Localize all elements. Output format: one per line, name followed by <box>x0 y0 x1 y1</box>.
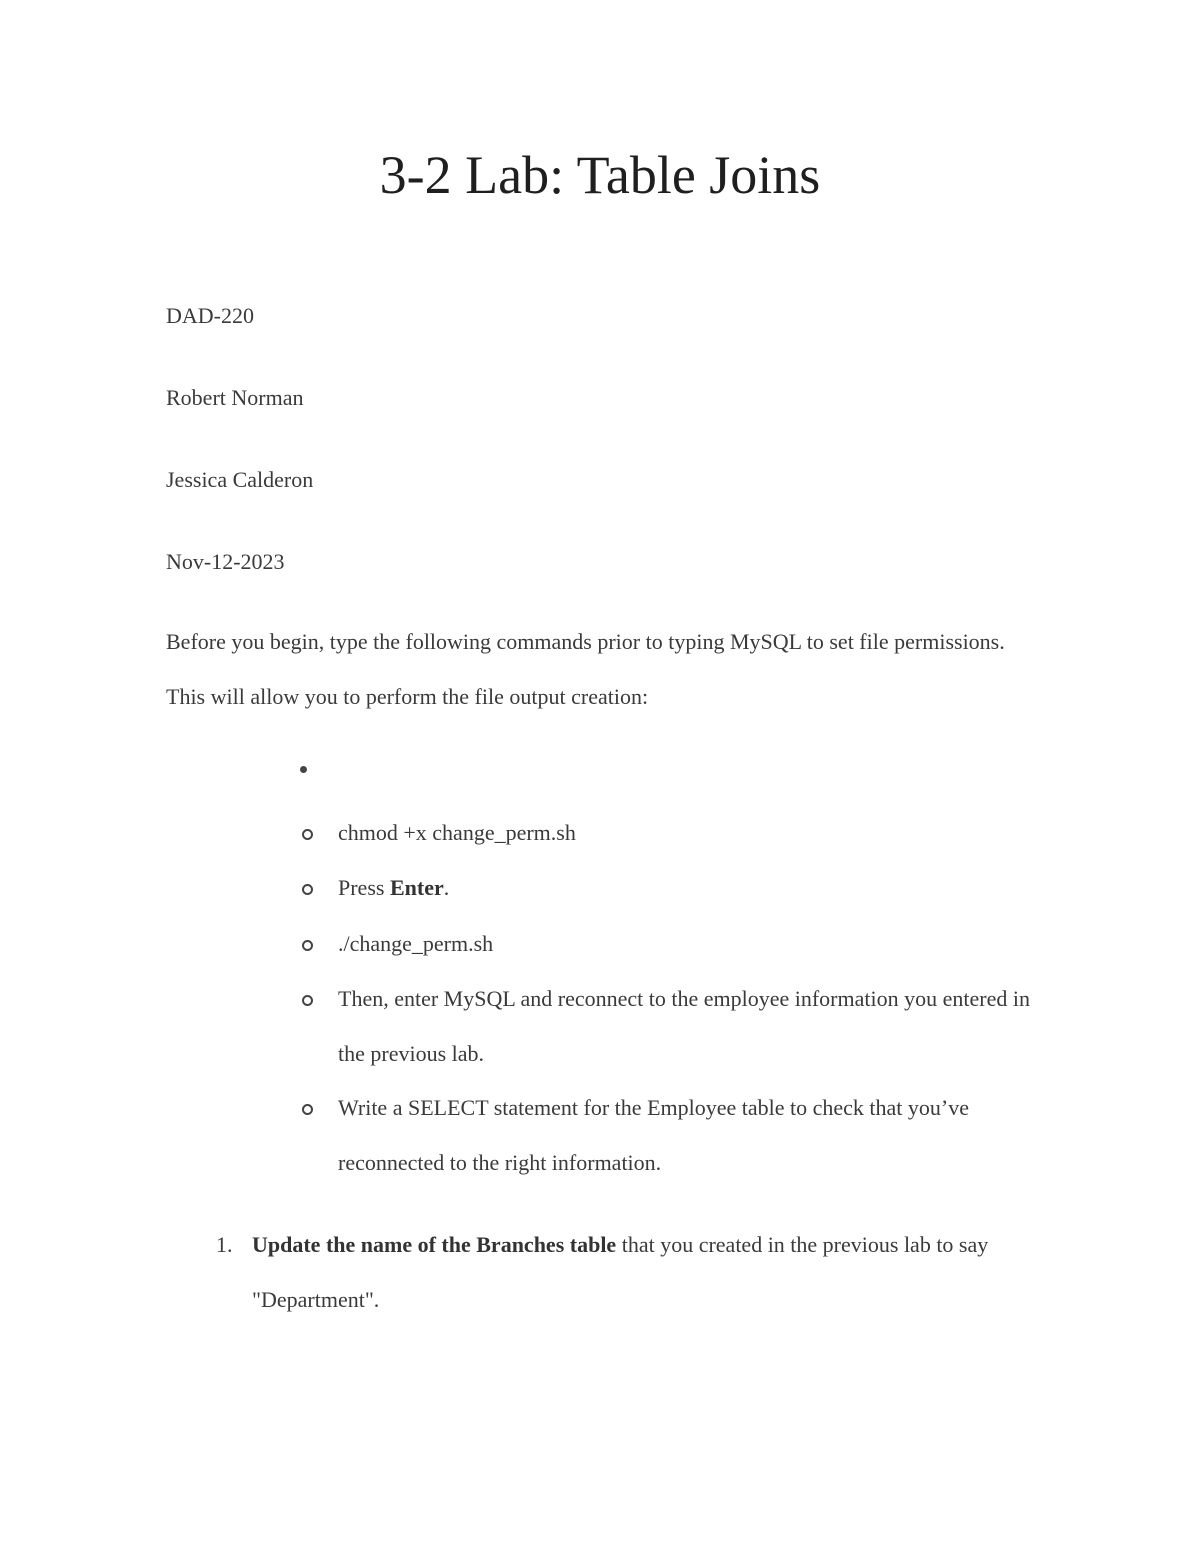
step-text-prefix: Press <box>338 875 390 900</box>
step-text: Write a SELECT statement for the Employee table to check that you’ve reconnected to the right information. <box>338 1095 969 1175</box>
step-item <box>338 1080 1038 1190</box>
task-text: that you created in the previous lab to say "Department". <box>252 1232 989 1312</box>
empty-bullet-icon <box>300 766 307 773</box>
task-text-bold: Update the name of the Branches table <box>252 1232 617 1257</box>
step-text: Then, enter MySQL and reconnect to the employee information you entered in the previous lab. <box>338 986 1030 1066</box>
hollow-bullet-icon <box>302 940 313 951</box>
step-text: chmod +x change_perm.sh <box>338 820 576 845</box>
hollow-bullet-icon <box>302 1104 313 1115</box>
step-item <box>338 860 1038 915</box>
step-text: ./change_perm.sh <box>338 931 494 956</box>
step-item <box>338 805 1038 860</box>
hollow-bullet-icon <box>302 829 313 840</box>
document-date: Nov-12-2023 <box>166 549 285 574</box>
hollow-bullet-icon <box>302 995 313 1006</box>
intro-paragraph: Before you begin, type the following commands prior to typing MySQL to set file permissions. This will allow you to perform the file output creation: <box>166 629 1005 709</box>
step-item <box>338 916 1038 971</box>
step-text-bold: Enter <box>389 875 444 900</box>
step-item <box>338 971 1038 1081</box>
author-name: Robert Norman <box>166 385 304 410</box>
course-code: DAD-220 <box>166 303 254 328</box>
document-title: 3-2 Lab: Table Joins <box>379 145 821 205</box>
step-text-suffix: . <box>443 875 450 900</box>
instructor-name: Jessica Calderon <box>166 467 314 492</box>
task-number: 1. <box>216 1232 233 1257</box>
task-item <box>216 1217 1042 1327</box>
hollow-bullet-icon <box>302 884 313 895</box>
